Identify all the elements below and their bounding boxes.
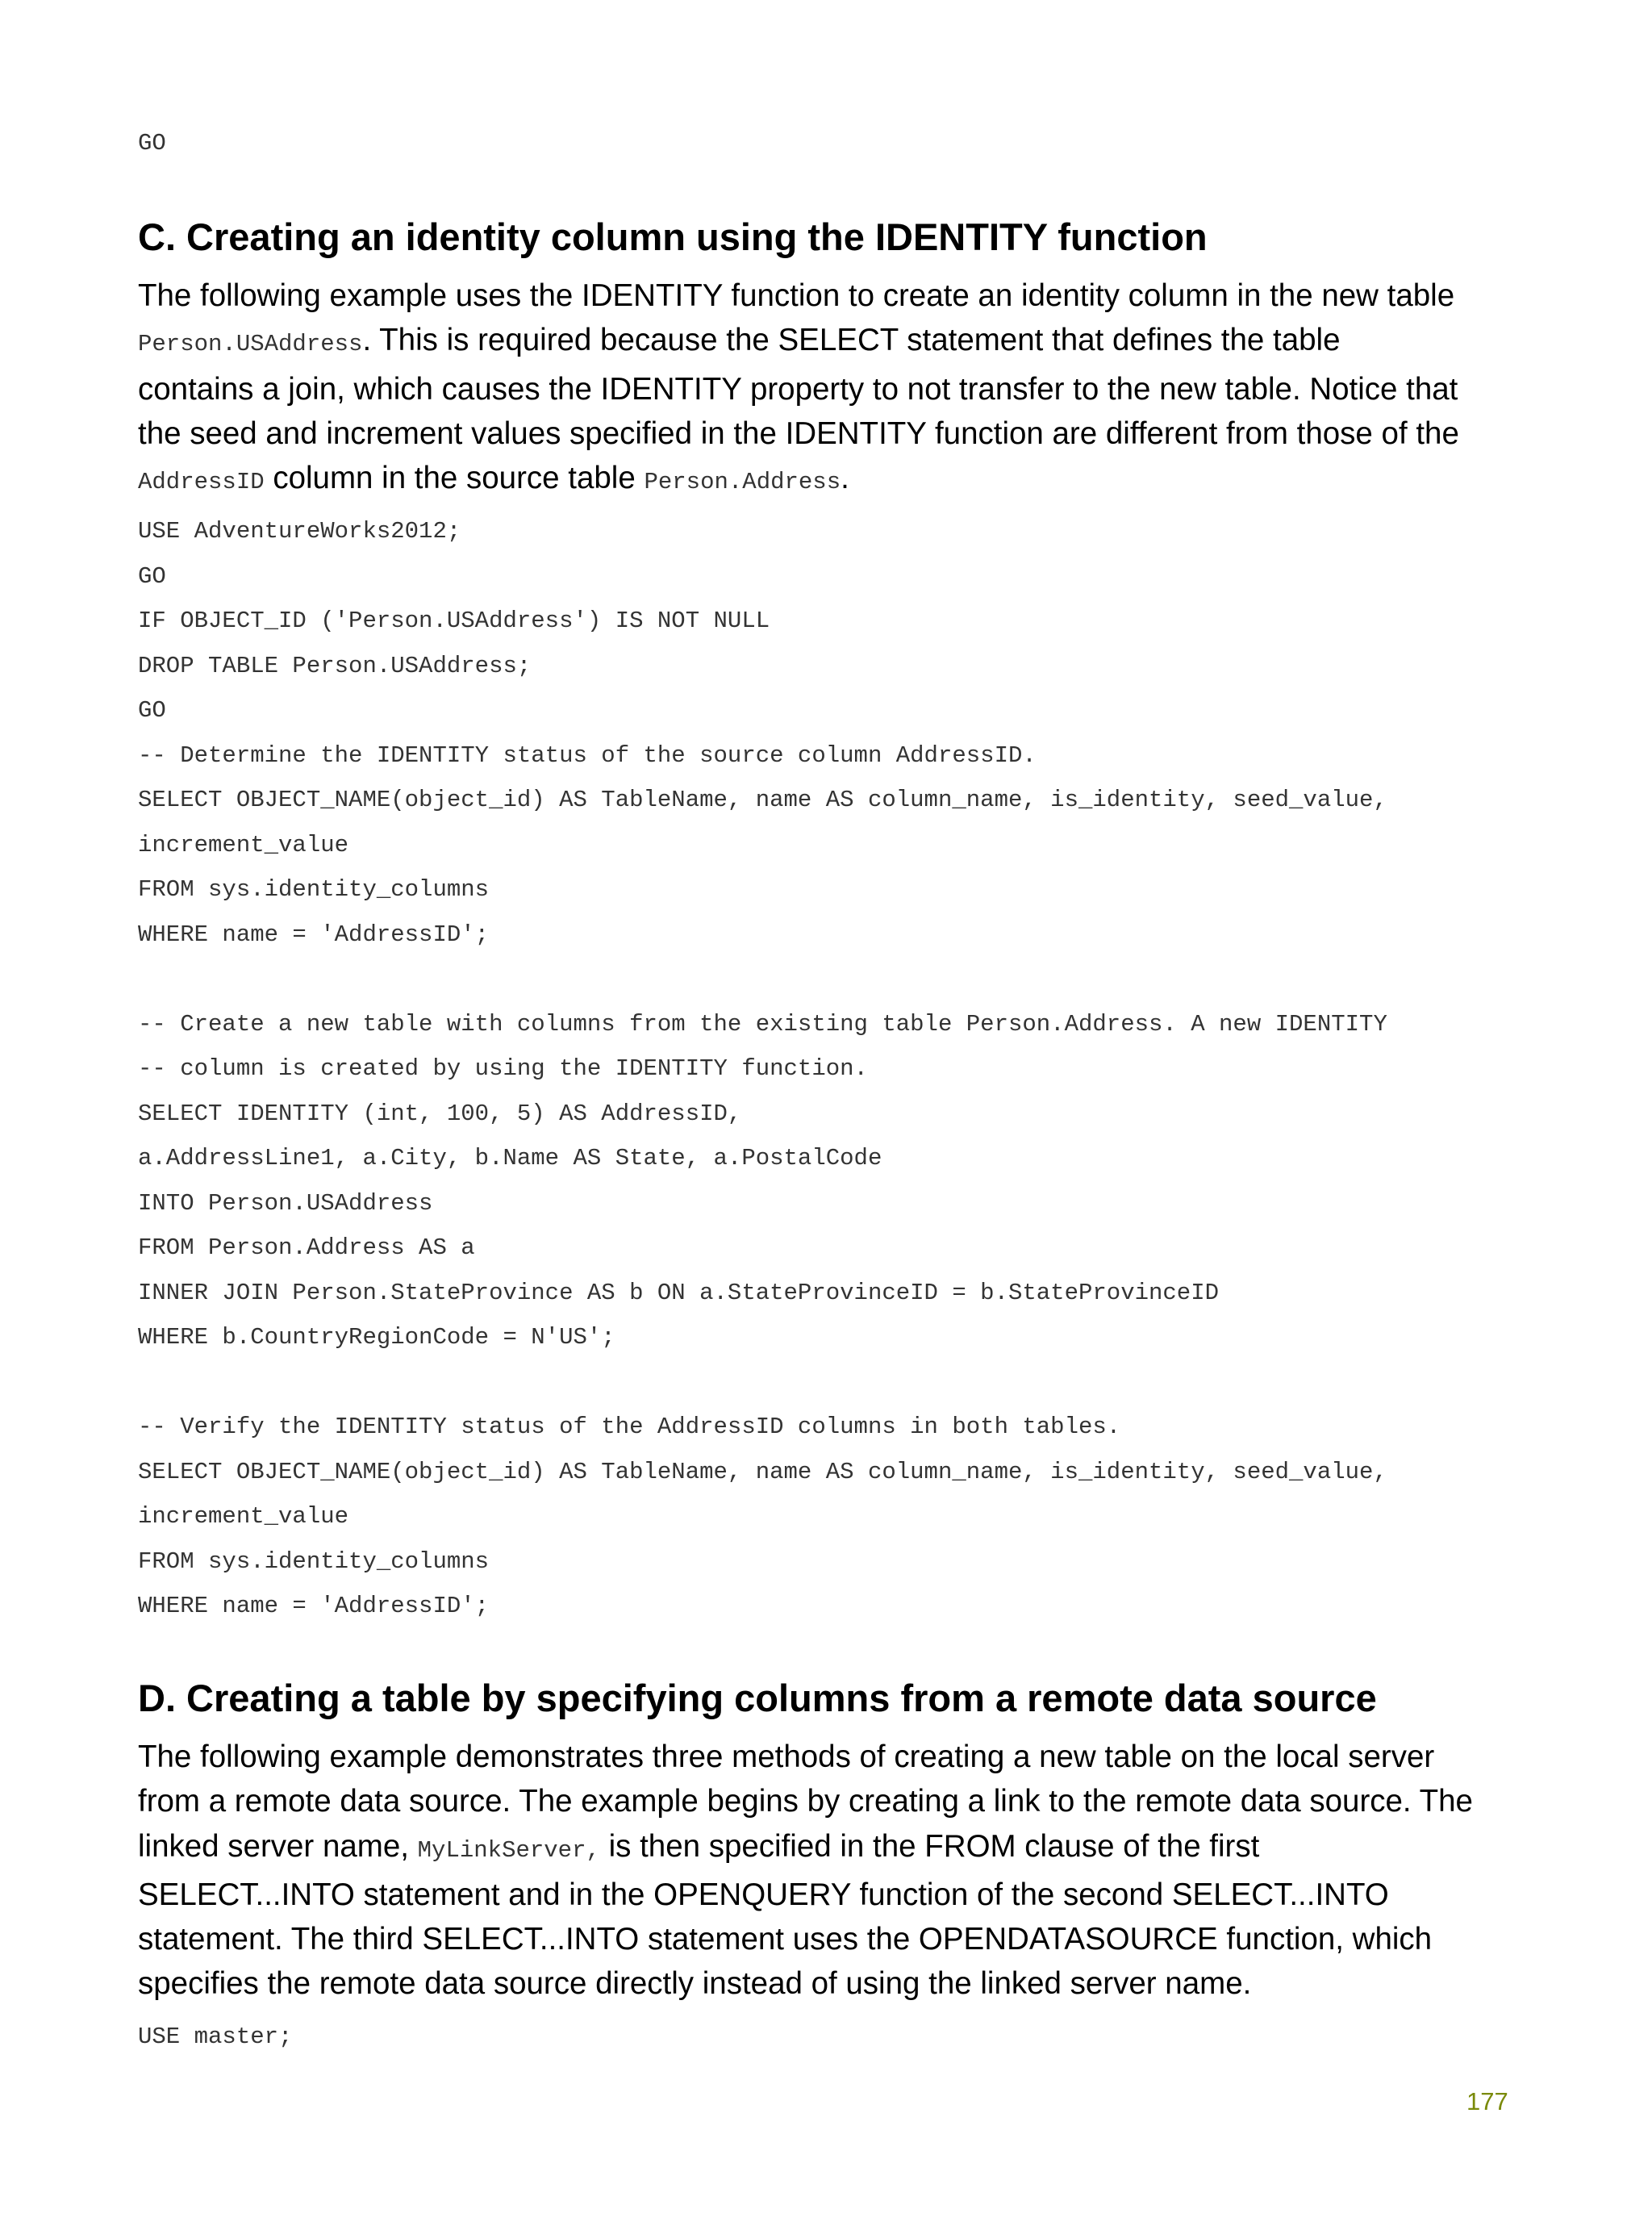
paragraph-text: contains a join, which causes the IDENTITY property to not transfer to the new table. Notice that — [138, 371, 1458, 407]
section-d-paragraph — [138, 1735, 1473, 2007]
paragraph-line — [138, 456, 1459, 504]
code-line: USE AdventureWorks2012; — [138, 518, 461, 545]
code-line: a.AddressLine1, a.City, b.Name AS State, a.PostalCode — [138, 1145, 882, 1171]
code-line: GO — [138, 130, 166, 157]
paragraph-text: from a remote data source. The example begins by creating a link to the remote data source. The — [138, 1784, 1473, 1819]
paragraph-text: SELECT...INTO statement and in the OPENQUERY function of the second SELECT...INTO — [138, 1877, 1389, 1912]
code-line: INNER JOIN Person.StateProvince AS b ON a.StateProvinceID = b.StateProvinceID — [138, 1279, 1220, 1306]
paragraph-line — [138, 1824, 1473, 1873]
section-d-code-block — [138, 2015, 292, 2060]
code-line: IF OBJECT_ID ('Person.USAddress') IS NOT NULL — [138, 608, 770, 634]
paragraph-text: linked server name, — [138, 1828, 418, 1864]
paragraph-line — [138, 1961, 1473, 2006]
paragraph-text: . — [841, 461, 849, 496]
paragraph-line — [138, 1917, 1473, 1961]
paragraph-text: The following example uses the IDENTITY function to create an identity column in the new table — [138, 278, 1455, 313]
code-line: -- Determine the IDENTITY status of the source column AddressID. — [138, 741, 1037, 769]
paragraph-text: the seed and increment values specified in the IDENTITY function are different from those of the — [138, 416, 1459, 451]
inline-code: AddressID — [138, 469, 265, 496]
inline-code: MyLinkServer, — [417, 1836, 600, 1864]
section-heading-c: C. Creating an identity column using the IDENTITY function — [138, 215, 1208, 258]
section-heading-d: D. Creating a table by specifying columns from a remote data source — [138, 1677, 1377, 1719]
code-line: GO — [138, 562, 166, 590]
paragraph-text: specifies the remote data source directly instead of using the linked server name. — [138, 1966, 1252, 2002]
paragraph-line — [138, 1735, 1473, 1779]
inline-code: Person.Address — [644, 469, 841, 496]
code-line: SELECT OBJECT_NAME(object_id) AS TableName, name AS column_name, is_identity, seed_value, — [138, 1458, 1387, 1485]
code-line: SELECT OBJECT_NAME(object_id) AS TableName, name AS column_name, is_identity, seed_value, — [138, 787, 1387, 813]
paragraph-text: statement. The third SELECT...INTO statement uses the OPENDATASOURCE function, which — [138, 1922, 1433, 1957]
code-line: -- Create a new table with columns from the existing table Person.Address. A new IDENTITY — [138, 1010, 1387, 1038]
paragraph-line — [138, 1779, 1473, 1823]
code-line: INTO Person.USAddress — [138, 1189, 433, 1217]
paragraph-text: column in the source table — [264, 461, 645, 496]
code-line — [138, 1360, 1387, 1405]
paragraph-text: is then specified in the FROM clause of the first — [599, 1828, 1260, 1864]
code-line: increment_value — [138, 831, 349, 858]
code-line: increment_value — [138, 1503, 349, 1530]
page-number: 177 — [1466, 2087, 1508, 2115]
code-line: USE master; — [138, 2023, 293, 2050]
paragraph-line — [138, 1873, 1473, 1917]
paragraph-line — [138, 318, 1459, 366]
code-line: WHERE name = 'AddressID'; — [138, 921, 490, 948]
paragraph-text: . This is required because the SELECT statement that defines the table — [362, 323, 1341, 358]
code-line — [138, 957, 1387, 1002]
code-line: FROM Person.Address AS a — [138, 1234, 475, 1261]
code-line: FROM sys.identity_columns — [138, 1547, 490, 1575]
code-line: DROP TABLE Person.USAddress; — [138, 652, 532, 679]
paragraph-line — [138, 274, 1459, 318]
paragraph-text: The following example demonstrates three methods of creating a new table on the local server — [138, 1739, 1435, 1774]
paragraph-line — [138, 411, 1459, 456]
inline-code: Person.USAddress — [138, 331, 363, 358]
code-line: -- Verify the IDENTITY status of the AddressID columns in both tables. — [138, 1414, 1121, 1440]
section-c-paragraph — [138, 274, 1459, 504]
code-line: WHERE b.CountryRegionCode = N'US'; — [138, 1324, 615, 1351]
code-line: WHERE name = 'AddressID'; — [138, 1593, 490, 1619]
code-line: -- column is created by using the IDENTITY function. — [138, 1055, 868, 1082]
code-line: GO — [138, 697, 166, 724]
code-line: SELECT IDENTITY (int, 100, 5) AS AddressID, — [138, 1100, 742, 1127]
code-line: FROM sys.identity_columns — [138, 876, 490, 903]
paragraph-line — [138, 367, 1459, 411]
section-c-code-block — [138, 509, 1387, 1629]
